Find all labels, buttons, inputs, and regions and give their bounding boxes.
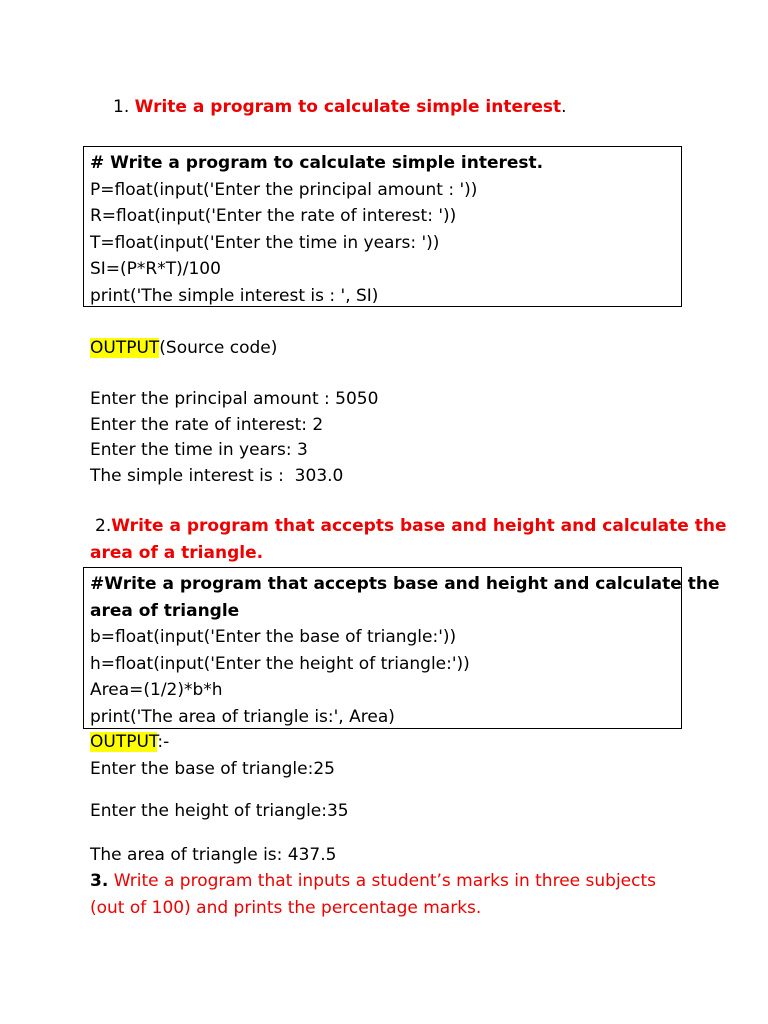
q1-code-line: print('The simple interest is : ', SI) xyxy=(90,285,379,306)
q3-title-line1: Write a program that inputs a student’s marks in three subjects xyxy=(113,871,656,891)
q1-number: 1. xyxy=(113,97,130,117)
q2-title-line2: area of a triangle. xyxy=(90,543,264,563)
q3-heading-line1 xyxy=(90,868,656,894)
q2-output-label: OUTPUT xyxy=(90,732,158,752)
q1-code-line: SI=(P*R*T)/100 xyxy=(90,259,221,279)
q2-heading-line2 xyxy=(90,540,263,566)
q2-code-box xyxy=(83,567,720,729)
q2-output-suffix: :- xyxy=(157,732,170,752)
q1-heading xyxy=(113,94,567,120)
q2-code-line: b=float(input('Enter the base of triangle:')) xyxy=(90,627,457,647)
q1-code-line: P=float(input('Enter the principal amount : ')) xyxy=(90,179,478,200)
q2-output-line: The area of triangle is: 437.5 xyxy=(90,845,337,865)
q1-output-line: Enter the time in years: 3 xyxy=(90,440,308,460)
q2-output-heading xyxy=(90,729,169,755)
q2-code-line: print('The area of triangle is:', Area) xyxy=(90,706,395,727)
q1-output-label: OUTPUT xyxy=(90,338,160,358)
q1-output-suffix: (Source code) xyxy=(159,338,278,358)
q3-heading-line2 xyxy=(90,895,481,921)
q1-output-line: Enter the rate of interest: 2 xyxy=(90,414,324,435)
q1-code-comment: # Write a program to calculate simple interest. xyxy=(90,153,544,173)
q2-code-line: Area=(1/2)*b*h xyxy=(90,680,223,700)
q3-number: 3. xyxy=(90,871,109,891)
q2-output-line-3 xyxy=(90,842,336,868)
q2-code-comment: #Write a program that accepts base and height and calculate the xyxy=(90,574,720,594)
q1-code-line: R=float(input('Enter the rate of interest: ')) xyxy=(90,206,457,226)
q2-code-comment: area of triangle xyxy=(90,600,240,621)
q3-title-line2: (out of 100) and prints the percentage marks. xyxy=(90,898,482,918)
q1-output-line: The simple interest is : 303.0 xyxy=(90,465,344,486)
q2-output-line: Enter the height of triangle:35 xyxy=(90,801,349,821)
q2-output-line-2 xyxy=(90,798,349,824)
q1-code-line: T=float(input('Enter the time in years: ')) xyxy=(90,232,440,253)
q1-output-line: Enter the principal amount : 5050 xyxy=(90,389,379,409)
q2-output-line: Enter the base of triangle:25 xyxy=(90,759,335,779)
q2-title-line1: Write a program that accepts base and height and calculate the xyxy=(111,516,727,536)
q2-heading-line1 xyxy=(95,513,726,539)
q1-output-block xyxy=(90,387,378,489)
q1-output-heading xyxy=(90,335,277,361)
q1-code-box xyxy=(83,146,682,307)
q1-title-suffix: . xyxy=(561,97,567,117)
q2-output-line-1 xyxy=(90,756,335,782)
q2-code-line: h=float(input('Enter the height of triangle:')) xyxy=(90,653,470,674)
q1-title: Write a program to calculate simple interest xyxy=(134,97,562,117)
q2-number: 2. xyxy=(95,516,112,536)
